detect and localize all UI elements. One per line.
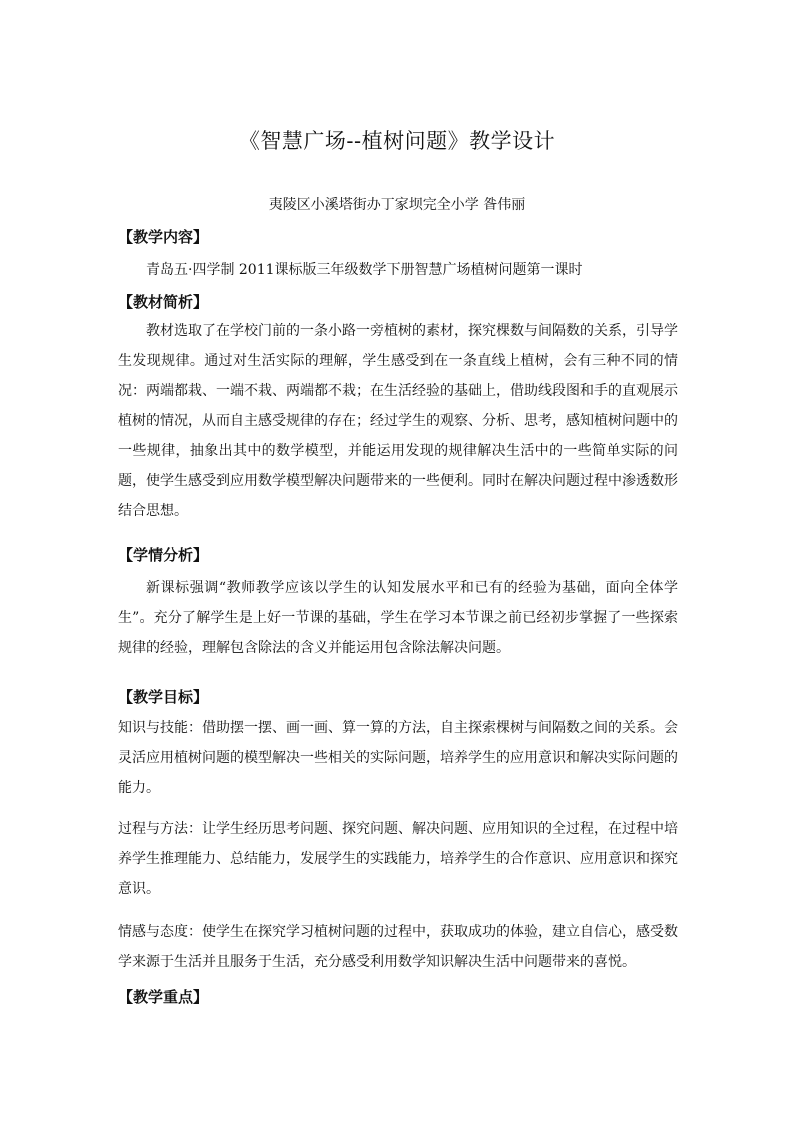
heading-teaching-key: 【教学重点】 [118,988,209,1006]
document-author: 夷陵区小溪塔街办丁家坝完全小学 昝伟丽 [268,197,526,213]
heading-teaching-goals: 【教学目标】 [118,688,209,706]
goal-process-text: 过程与方法：让学生经历思考问题、探究问题、解决问题、应用知识的全过程，在过程中培养学生推理能力、总结能力，发展学生的实践能力，培养学生的合作意识、应用意识和探究意识。 [118,821,678,897]
goal-knowledge-text: 知识与技能：借助摆一摆、画一画、算一算的方法，自主探索棵树与间隔数之间的关系。会灵活应用植树问题的模型解决一些相关的实际问题，培养学生的应用意识和解决实际问题的能力。 [118,720,678,796]
heading-material-analysis: 【教材简析】 [118,293,209,311]
heading-teaching-content: 【教学内容】 [118,228,209,246]
heading-student-analysis: 【学情分析】 [118,546,209,564]
student-analysis-text: 新课标强调“教师教学应该以学生的认知发展水平和已有的经验为基础，面向全体学生”。充分了解学生是上好一节课的基础，学生在学习本节课之前已经初步掌握了一些探索规律的经验，理解包含除法的含义并能运用包含除法解决问题。 [118,580,678,656]
material-analysis-text: 教材选取了在学校门前的一条小路一旁植树的素材，探究棵数与间隔数的关系，引导学生发现规律。通过对生活实际的理解，学生感受到在一条直线上植树，会有三种不同的情况：两端都栽、一端不栽、两端都不栽；在生活经验的基础上，借助线段图和手的直观展示植树的情况，从而自主感受规律的存在；经过学生的观察、分析、思考，感知植树问题中的一些规律，抽象出其中的数学模型，并能运用发现的规律解决生活中的一些简单实际的问题，使学生感受到应用数学模型解决问题带来的一些便利。同时在解决问题过程中渗透数形结合思想。 [118,323,678,519]
document-title: 《智慧广场--植树问题》教学设计 [238,129,556,153]
teaching-content-text: 青岛五·四学制 2011课标版三年级数学下册智慧广场植树问题第一课时 [146,262,583,278]
goal-emotion-text: 情感与态度：使学生在探究学习植树问题的过程中，获取成功的体验，建立自信心，感受数学来源于生活并且服务于生活，充分感受利用数学知识解决生活中问题带来的喜悦。 [118,924,678,970]
